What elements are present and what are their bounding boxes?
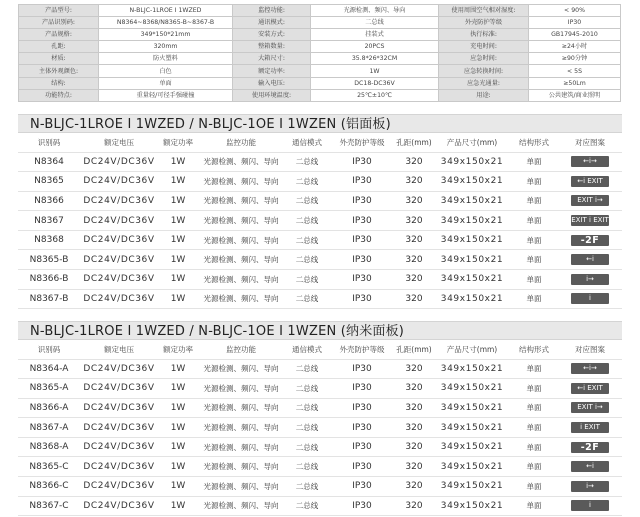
rated-voltage: DC24V/DC36V [80, 418, 158, 438]
spec-row [19, 17, 621, 29]
exit-sign-icon: ←ⅰ→ [571, 363, 609, 374]
structure: 单面 [510, 191, 558, 211]
hole-distance: 320 [394, 270, 434, 290]
sign-pattern-cell [558, 359, 622, 379]
exit-sign-icon: EXIT ⅰ→ [571, 402, 609, 413]
exit-sign-icon: ←ⅰ [571, 254, 609, 265]
hole-distance: 320 [394, 191, 434, 211]
spec-label: 充电时间: [439, 41, 529, 53]
spec-value: < 90% [529, 5, 621, 17]
ip-rating: IP30 [330, 477, 394, 497]
rated-voltage: DC24V/DC36V [80, 437, 158, 457]
monitor-function: 光源检测、频闪、导向 [198, 457, 284, 477]
rated-power: 1W [158, 398, 198, 418]
spec-label: 整箱数量: [233, 41, 311, 53]
spec-value: 光源检测、频闪、导向 [311, 5, 439, 17]
section-title-nano: N-BLJC-1LROE I 1WZED / N-BLJC-1OE I 1WZEN (纳米面板) [18, 321, 622, 340]
id-code: N8368-A [18, 437, 80, 457]
id-code: N8367-C [18, 496, 80, 516]
ip-rating: IP30 [330, 270, 394, 290]
structure: 单面 [510, 496, 558, 516]
spec-label: 安装方式: [233, 29, 311, 41]
spec-label: 材质: [19, 53, 99, 65]
rated-voltage: DC24V/DC36V [80, 191, 158, 211]
section-title-aluminum: N-BLJC-1LROE I 1WZED / N-BLJC-1OE I 1WZEN (铝面板) [18, 114, 622, 133]
spec-value: < 5S [529, 65, 621, 77]
structure: 单面 [510, 250, 558, 270]
table-row [18, 172, 622, 192]
product-size: 349x150x21 [434, 398, 510, 418]
column-header: 监控功能 [198, 134, 284, 152]
structure: 单面 [510, 418, 558, 438]
spec-row [19, 89, 621, 101]
rated-voltage: DC24V/DC36V [80, 496, 158, 516]
monitor-function: 光源检测、频闪、导向 [198, 230, 284, 250]
product-size: 349x150x21 [434, 211, 510, 231]
spec-label: 产品型号: [19, 5, 99, 17]
comm-mode: 二总线 [284, 496, 330, 516]
product-size: 349x150x21 [434, 289, 510, 309]
table-row [18, 250, 622, 270]
spec-label: 结构: [19, 77, 99, 89]
spec-label: 使用周围空气相对湿度: [439, 5, 529, 17]
monitor-function: 光源检测、频闪、导向 [198, 359, 284, 379]
structure: 单面 [510, 437, 558, 457]
id-code: N8365-B [18, 250, 80, 270]
spec-value: 重量轻/可径手强碰撞 [99, 89, 233, 101]
ip-rating: IP30 [330, 359, 394, 379]
sign-pattern-cell [558, 230, 622, 250]
product-size: 349x150x21 [434, 418, 510, 438]
spec-value: 20PCS [311, 41, 439, 53]
comm-mode: 二总线 [284, 152, 330, 172]
column-header: 额定功率 [158, 341, 198, 359]
product-size: 349x150x21 [434, 457, 510, 477]
rated-power: 1W [158, 496, 198, 516]
column-header: 孔距(mm) [394, 341, 434, 359]
rated-voltage: DC24V/DC36V [80, 250, 158, 270]
spec-value: 25℃±10℃ [311, 89, 439, 101]
spec-label: 应急转换时间: [439, 65, 529, 77]
spec-value: 320mm [99, 41, 233, 53]
structure: 单面 [510, 211, 558, 231]
rated-voltage: DC24V/DC36V [80, 152, 158, 172]
spec-value: N8364~8368/N8365-B~8367-B [99, 17, 233, 29]
table-row [18, 191, 622, 211]
sign-pattern-cell [558, 398, 622, 418]
rated-power: 1W [158, 230, 198, 250]
structure: 单面 [510, 230, 558, 250]
spec-value: 二总线 [311, 17, 439, 29]
rated-power: 1W [158, 152, 198, 172]
id-code: N8364-A [18, 359, 80, 379]
sign-pattern-cell [558, 172, 622, 192]
id-code: N8367 [18, 211, 80, 231]
hole-distance: 320 [394, 359, 434, 379]
spec-label: 产品规格: [19, 29, 99, 41]
column-header: 外壳防护等级 [330, 341, 394, 359]
column-header: 通信模式 [284, 134, 330, 152]
comm-mode: 二总线 [284, 191, 330, 211]
spec-label: 外壳防护等级 [439, 17, 529, 29]
spec-value: 白色 [99, 65, 233, 77]
sign-pattern-cell [558, 418, 622, 438]
product-size: 349x150x21 [434, 191, 510, 211]
table-row [18, 289, 622, 309]
rated-voltage: DC24V/DC36V [80, 289, 158, 309]
spec-label: 执行标准: [439, 29, 529, 41]
rated-power: 1W [158, 211, 198, 231]
rated-power: 1W [158, 289, 198, 309]
product-size: 349x150x21 [434, 437, 510, 457]
product-size: 349x150x21 [434, 477, 510, 497]
product-size: 349x150x21 [434, 230, 510, 250]
monitor-function: 光源检测、频闪、导向 [198, 191, 284, 211]
structure: 单面 [510, 398, 558, 418]
spec-value: 349*150*21mm [99, 29, 233, 41]
sign-pattern-cell [558, 250, 622, 270]
ip-rating: IP30 [330, 230, 394, 250]
sign-pattern-cell [558, 289, 622, 309]
column-header: 识别码 [18, 341, 80, 359]
monitor-function: 光源检测、频闪、导向 [198, 250, 284, 270]
exit-sign-icon: ⅰ [571, 293, 609, 304]
product-size: 349x150x21 [434, 270, 510, 290]
spec-value: 防火塑料 [99, 53, 233, 65]
product-size: 349x150x21 [434, 152, 510, 172]
id-code: N8366-B [18, 270, 80, 290]
product-table-aluminum [18, 134, 622, 309]
comm-mode: 二总线 [284, 398, 330, 418]
ip-rating: IP30 [330, 289, 394, 309]
monitor-function: 光源检测、频闪、导向 [198, 496, 284, 516]
monitor-function: 光源检测、频闪、导向 [198, 289, 284, 309]
column-header: 结构形式 [510, 341, 558, 359]
table-row [18, 230, 622, 250]
id-code: N8368 [18, 230, 80, 250]
spec-label: 孔距: [19, 41, 99, 53]
exit-sign-icon: ←ⅰ EXIT [571, 383, 609, 394]
hole-distance: 320 [394, 418, 434, 438]
hole-distance: 320 [394, 250, 434, 270]
sign-pattern-cell [558, 152, 622, 172]
column-header: 结构形式 [510, 134, 558, 152]
hole-distance: 320 [394, 152, 434, 172]
spec-value: ≥50Lm [529, 77, 621, 89]
spec-label: 监控功能: [233, 5, 311, 17]
spec-value: 公共建筑/商业照明 [529, 89, 621, 101]
spec-value: IP30 [529, 17, 621, 29]
comm-mode: 二总线 [284, 270, 330, 290]
product-size: 349x150x21 [434, 250, 510, 270]
comm-mode: 二总线 [284, 359, 330, 379]
id-code: N8366-C [18, 477, 80, 497]
monitor-function: 光源检测、频闪、导向 [198, 379, 284, 399]
structure: 单面 [510, 270, 558, 290]
ip-rating: IP30 [330, 250, 394, 270]
exit-sign-icon: ⅰ→ [571, 274, 609, 285]
column-header: 产品尺寸(mm) [434, 134, 510, 152]
table-row [18, 152, 622, 172]
ip-rating: IP30 [330, 152, 394, 172]
spec-label: 功能特点: [19, 89, 99, 101]
rated-power: 1W [158, 191, 198, 211]
spec-value: GB17945-2010 [529, 29, 621, 41]
spec-label: 输入电压: [233, 77, 311, 89]
spec-value: 单面 [99, 77, 233, 89]
column-header: 额定功率 [158, 134, 198, 152]
product-size: 349x150x21 [434, 359, 510, 379]
table-row [18, 418, 622, 438]
sign-pattern-cell [558, 437, 622, 457]
table-row [18, 359, 622, 379]
structure: 单面 [510, 289, 558, 309]
column-header: 对应图案 [558, 341, 622, 359]
exit-sign-icon: ⅰ EXIT [571, 422, 609, 433]
id-code: N8367-A [18, 418, 80, 438]
column-header: 额定电压 [80, 134, 158, 152]
monitor-function: 光源检测、频闪、导向 [198, 398, 284, 418]
comm-mode: 二总线 [284, 250, 330, 270]
product-size: 349x150x21 [434, 496, 510, 516]
rated-power: 1W [158, 477, 198, 497]
table-row [18, 437, 622, 457]
comm-mode: 二总线 [284, 289, 330, 309]
column-header: 产品尺寸(mm) [434, 341, 510, 359]
structure: 单面 [510, 379, 558, 399]
spec-value: DC18-DC36V [311, 77, 439, 89]
table-row [18, 398, 622, 418]
rated-voltage: DC24V/DC36V [80, 211, 158, 231]
ip-rating: IP30 [330, 437, 394, 457]
structure: 单面 [510, 477, 558, 497]
spec-label: 通讯模式: [233, 17, 311, 29]
product-size: 349x150x21 [434, 172, 510, 192]
monitor-function: 光源检测、频闪、导向 [198, 270, 284, 290]
sign-pattern-cell [558, 496, 622, 516]
ip-rating: IP30 [330, 496, 394, 516]
spec-label: 用途: [439, 89, 529, 101]
rated-voltage: DC24V/DC36V [80, 398, 158, 418]
column-header: 外壳防护等级 [330, 134, 394, 152]
exit-sign-icon: ⅰ [571, 500, 609, 511]
hole-distance: 320 [394, 230, 434, 250]
sign-pattern-cell [558, 457, 622, 477]
hole-distance: 320 [394, 437, 434, 457]
spec-row [19, 77, 621, 89]
hole-distance: 320 [394, 172, 434, 192]
id-code: N8365 [18, 172, 80, 192]
hole-distance: 320 [394, 496, 434, 516]
rated-power: 1W [158, 437, 198, 457]
monitor-function: 光源检测、频闪、导向 [198, 437, 284, 457]
structure: 单面 [510, 152, 558, 172]
exit-sign-icon: ←ⅰ EXIT [571, 176, 609, 187]
id-code: N8367-B [18, 289, 80, 309]
comm-mode: 二总线 [284, 172, 330, 192]
table-row [18, 477, 622, 497]
monitor-function: 光源检测、频闪、导向 [198, 418, 284, 438]
spec-row [19, 41, 621, 53]
rated-voltage: DC24V/DC36V [80, 230, 158, 250]
hole-distance: 320 [394, 379, 434, 399]
id-code: N8364 [18, 152, 80, 172]
spec-value: 35.8*26*32CM [311, 53, 439, 65]
id-code: N8366-A [18, 398, 80, 418]
sign-pattern-cell [558, 191, 622, 211]
column-header: 额定电压 [80, 341, 158, 359]
comm-mode: 二总线 [284, 477, 330, 497]
structure: 单面 [510, 457, 558, 477]
spec-label: 使用环境温度: [233, 89, 311, 101]
rated-power: 1W [158, 270, 198, 290]
table-row [18, 379, 622, 399]
rated-power: 1W [158, 379, 198, 399]
comm-mode: 二总线 [284, 437, 330, 457]
column-header: 识别码 [18, 134, 80, 152]
spec-label: 主体外观颜色: [19, 65, 99, 77]
structure: 单面 [510, 172, 558, 192]
spec-table [18, 4, 621, 102]
rated-voltage: DC24V/DC36V [80, 477, 158, 497]
rated-voltage: DC24V/DC36V [80, 457, 158, 477]
id-code: N8366 [18, 191, 80, 211]
spec-row [19, 5, 621, 17]
exit-sign-icon: -2F [571, 235, 609, 246]
spec-label: 额定功率: [233, 65, 311, 77]
rated-voltage: DC24V/DC36V [80, 379, 158, 399]
rated-voltage: DC24V/DC36V [80, 359, 158, 379]
spec-value: 1W [311, 65, 439, 77]
sign-pattern-cell [558, 270, 622, 290]
hole-distance: 320 [394, 457, 434, 477]
ip-rating: IP30 [330, 457, 394, 477]
spec-row [19, 65, 621, 77]
spec-value: ≥24小时 [529, 41, 621, 53]
comm-mode: 二总线 [284, 230, 330, 250]
sign-pattern-cell [558, 379, 622, 399]
spec-value: ≥90分钟 [529, 53, 621, 65]
ip-rating: IP30 [330, 418, 394, 438]
spec-row [19, 29, 621, 41]
rated-power: 1W [158, 457, 198, 477]
column-header: 孔距(mm) [394, 134, 434, 152]
table-row [18, 457, 622, 477]
spec-label: 应急光通量: [439, 77, 529, 89]
hole-distance: 320 [394, 211, 434, 231]
id-code: N8365-A [18, 379, 80, 399]
comm-mode: 二总线 [284, 457, 330, 477]
hole-distance: 320 [394, 477, 434, 497]
spec-label: 产品识别码: [19, 17, 99, 29]
sign-pattern-cell [558, 477, 622, 497]
exit-sign-icon: -2F [571, 442, 609, 453]
spec-row [19, 53, 621, 65]
comm-mode: 二总线 [284, 418, 330, 438]
column-header: 对应图案 [558, 134, 622, 152]
rated-power: 1W [158, 418, 198, 438]
exit-sign-icon: ←ⅰ→ [571, 156, 609, 167]
spec-value: N-BLJC-1LROE I 1WZED [99, 5, 233, 17]
rated-power: 1W [158, 250, 198, 270]
sign-pattern-cell [558, 211, 622, 231]
monitor-function: 光源检测、频闪、导向 [198, 211, 284, 231]
rated-voltage: DC24V/DC36V [80, 172, 158, 192]
exit-sign-icon: EXIT ⅰ EXIT [571, 216, 609, 225]
spec-label: 大箱尺寸: [233, 53, 311, 65]
id-code: N8365-C [18, 457, 80, 477]
comm-mode: 二总线 [284, 379, 330, 399]
monitor-function: 光源检测、频闪、导向 [198, 477, 284, 497]
rated-power: 1W [158, 172, 198, 192]
spec-value: 挂装式 [311, 29, 439, 41]
spec-label: 应急时间: [439, 53, 529, 65]
rated-power: 1W [158, 359, 198, 379]
monitor-function: 光源检测、频闪、导向 [198, 152, 284, 172]
monitor-function: 光源检测、频闪、导向 [198, 172, 284, 192]
rated-voltage: DC24V/DC36V [80, 270, 158, 290]
ip-rating: IP30 [330, 211, 394, 231]
column-header: 通信模式 [284, 341, 330, 359]
hole-distance: 320 [394, 398, 434, 418]
structure: 单面 [510, 359, 558, 379]
ip-rating: IP30 [330, 191, 394, 211]
product-size: 349x150x21 [434, 379, 510, 399]
ip-rating: IP30 [330, 379, 394, 399]
table-row [18, 211, 622, 231]
exit-sign-icon: ←ⅰ [571, 461, 609, 472]
table-row [18, 496, 622, 516]
exit-sign-icon: EXIT ⅰ→ [571, 195, 609, 206]
comm-mode: 二总线 [284, 211, 330, 231]
column-header: 监控功能 [198, 341, 284, 359]
ip-rating: IP30 [330, 398, 394, 418]
exit-sign-icon: ⅰ→ [571, 481, 609, 492]
ip-rating: IP30 [330, 172, 394, 192]
table-row [18, 270, 622, 290]
product-table-nano [18, 341, 622, 516]
hole-distance: 320 [394, 289, 434, 309]
